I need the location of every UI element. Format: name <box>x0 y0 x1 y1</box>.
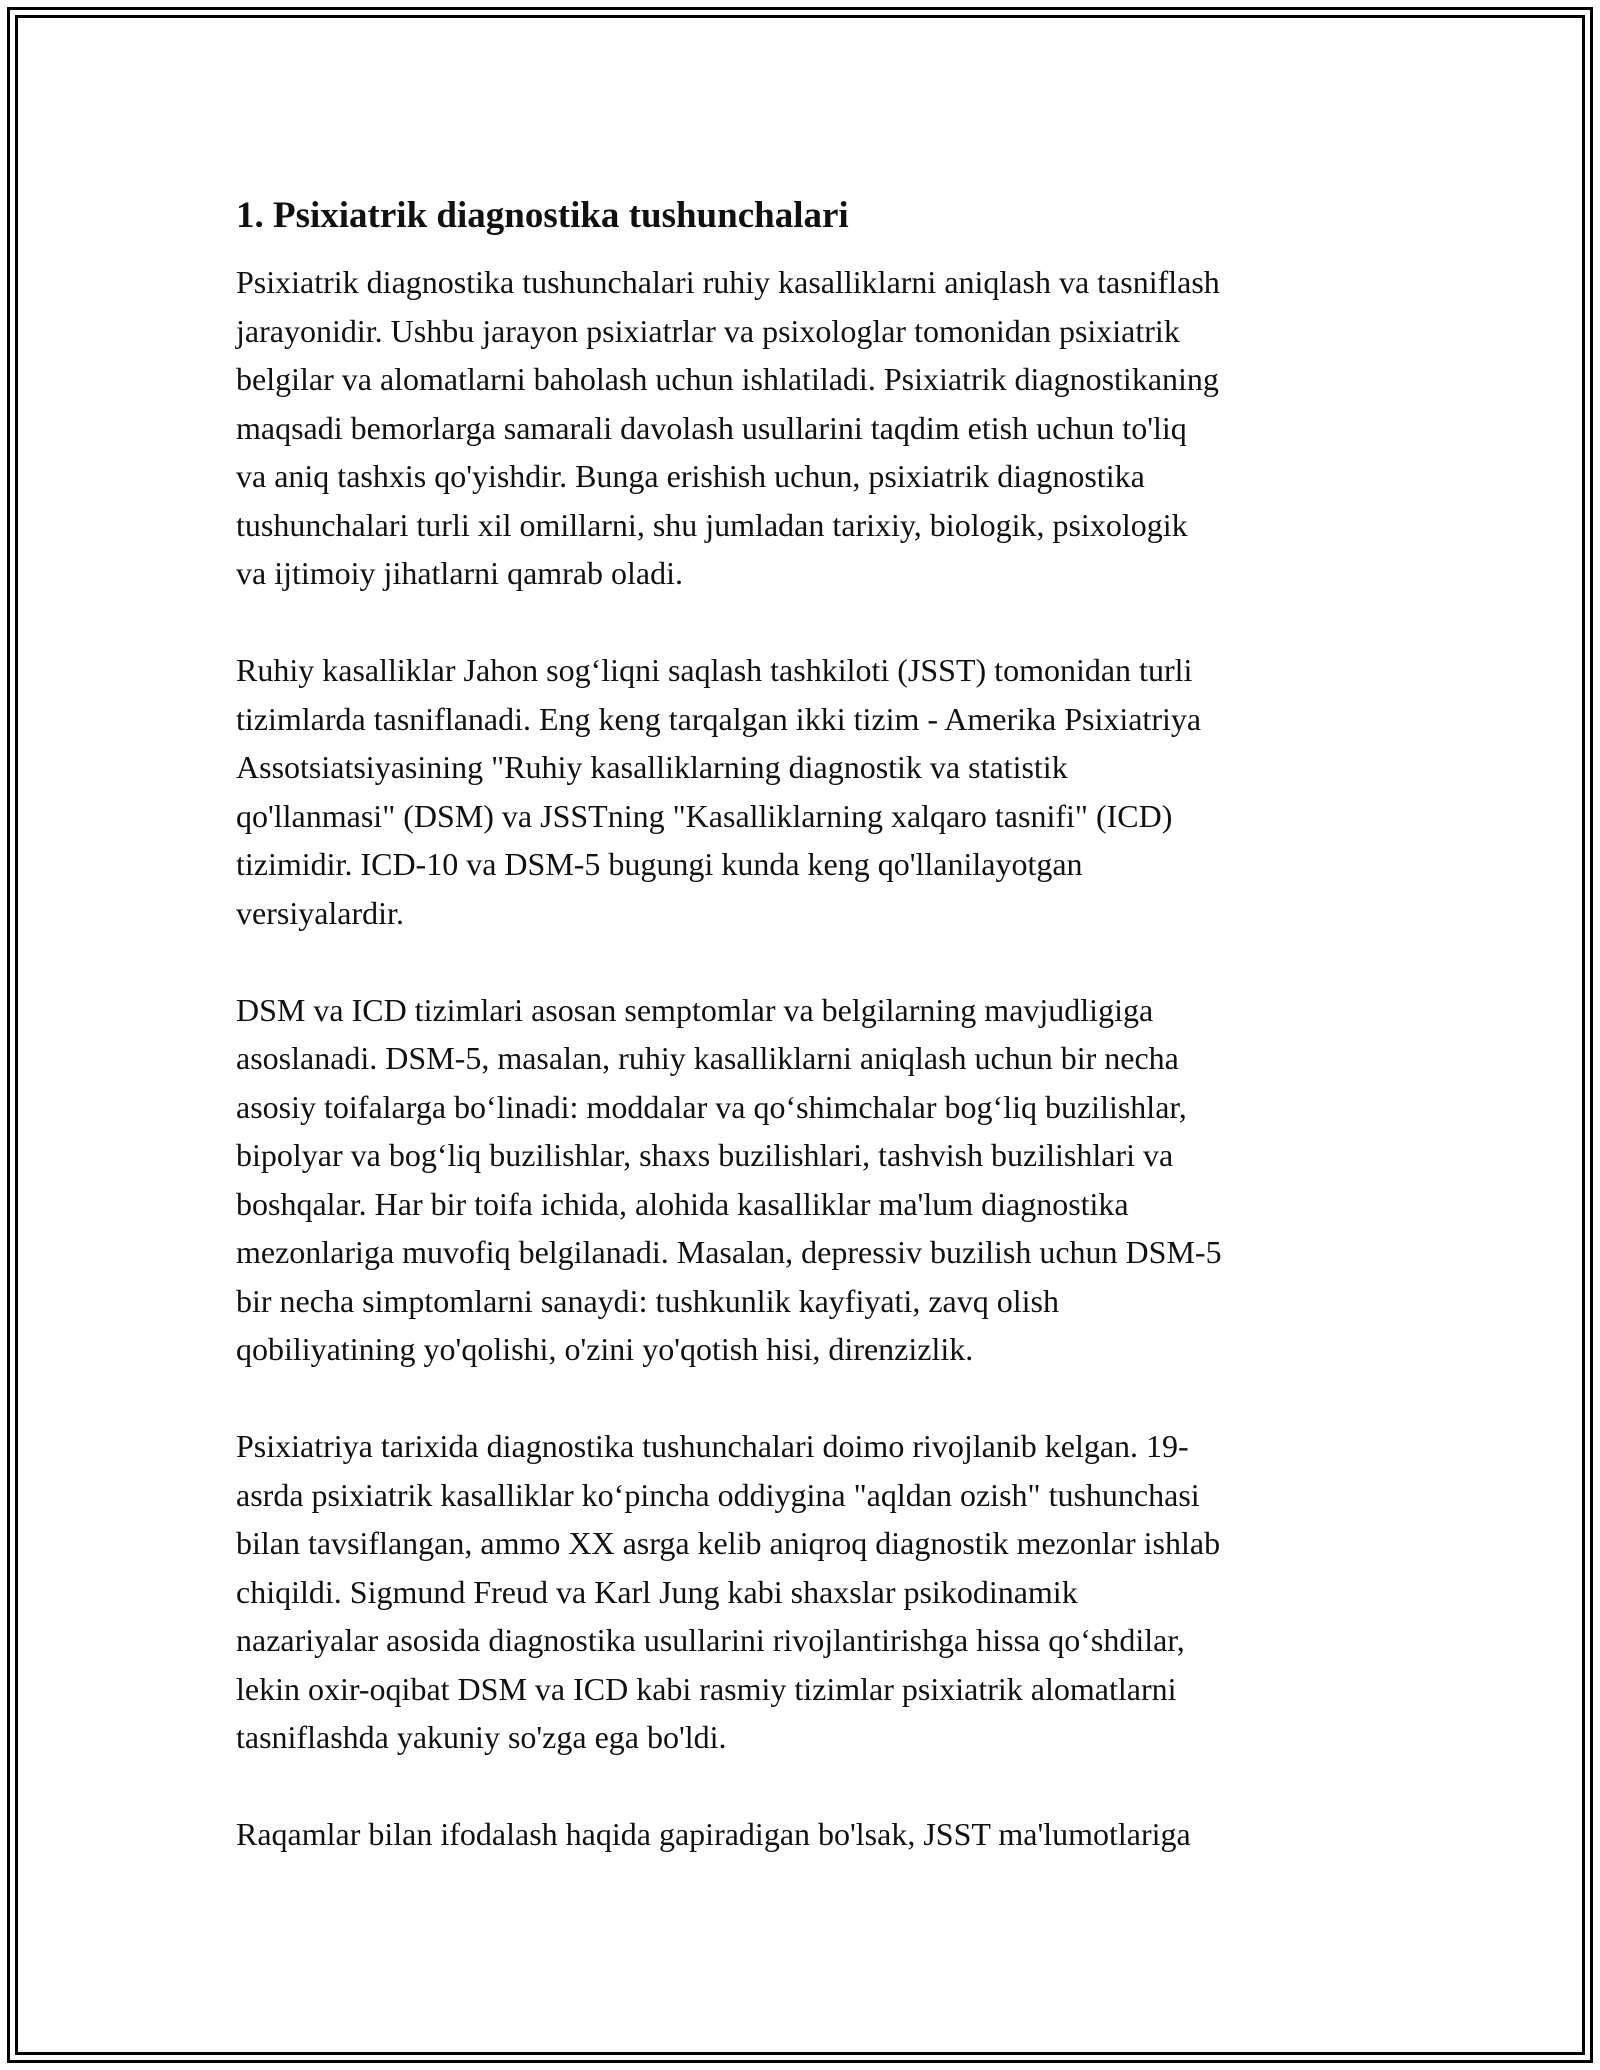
paragraph-4 <box>236 1422 1370 1762</box>
paragraph-line: Ruhiy kasalliklar Jahon sog‘liqni saqlash tashkiloti (JSST) tomonidan turli <box>236 652 1193 688</box>
paragraph-line: asoslanadi. DSM-5, masalan, ruhiy kasalliklarni aniqlash uchun bir necha <box>236 1040 1179 1076</box>
paragraph-line: maqsadi bemorlarga samarali davolash usullarini taqdim etish uchun to'liq <box>236 409 1187 446</box>
paragraph-line: DSM va ICD tizimlari asosan semptomlar va belgilarning mavjudligiga <box>236 991 1154 1028</box>
paragraph-line: mezonlariga muvofiq belgilanadi. Masalan, depressiv buzilish uchun DSM-5 <box>236 1234 1222 1270</box>
paragraph-line: va ijtimoiy jihatlarni qamrab oladi. <box>236 555 683 591</box>
paragraph-line: qo'llanmasi" (DSM) va JSSTning "Kasalliklarning xalqaro tasnifi" (ICD) <box>236 797 1173 834</box>
paragraph-1 <box>236 258 1370 598</box>
paragraph-line: tizimidir. ICD-10 va DSM-5 bugungi kunda keng qo'llanilayotgan <box>236 846 1083 882</box>
document-body <box>236 188 1370 1907</box>
paragraph-line: versiyalardir. <box>236 894 404 931</box>
paragraph-line: lekin oxir-oqibat DSM va ICD kabi rasmiy tizimlar psixiatrik alomatlarni <box>236 1670 1177 1707</box>
paragraph-line: boshqalar. Har bir toifa ichida, alohida kasalliklar ma'lum diagnostika <box>236 1185 1129 1222</box>
paragraph-3 <box>236 986 1370 1374</box>
paragraph-line: tasniflashda yakuniy so'zga ega bo'ldi. <box>236 1719 727 1755</box>
paragraph-line: Psixiatrik diagnostika tushunchalari ruhiy kasalliklarni aniqlash va tasniflash <box>236 264 1220 300</box>
paragraph-5 <box>236 1810 1370 1859</box>
paragraph-line: asosiy toifalarga bo‘linadi: moddalar va qo‘shimchalar bog‘liq buzilishlar, <box>236 1088 1187 1125</box>
paragraph-line: chiqildi. Sigmund Freud va Karl Jung kabi shaxslar psikodinamik <box>236 1573 1078 1610</box>
paragraph-line: va aniq tashxis qo'yishdir. Bunga erishish uchun, psixiatrik diagnostika <box>236 458 1145 494</box>
section-heading: 1. Psixiatrik diagnostika tushunchalari <box>236 195 849 236</box>
paragraph-line: tushunchalari turli xil omillarni, shu jumladan tarixiy, biologik, psixologik <box>236 506 1188 543</box>
paragraph-line: nazariyalar asosida diagnostika usullarini rivojlantirishga hissa qo‘shdilar, <box>236 1622 1185 1658</box>
paragraph-line: belgilar va alomatlarni baholash uchun ishlatiladi. Psixiatrik diagnostikaning <box>236 361 1219 397</box>
paragraph-line: jarayonidir. Ushbu jarayon psixiatrlar va psixologlar tomonidan psixiatrik <box>236 312 1180 349</box>
paragraph-line: bilan tavsiflangan, ammo XX asrga kelib aniqroq diagnostik mezonlar ishlab <box>236 1525 1221 1561</box>
paragraph-line: asrda psixiatrik kasalliklar ko‘pincha oddiygina "aqldan ozish" tushunchasi <box>236 1476 1200 1513</box>
paragraph-2 <box>236 646 1370 937</box>
paragraph-line: Raqamlar bilan ifodalash haqida gapiradigan bo'lsak, JSST ma'lumotlariga <box>236 1816 1191 1852</box>
paragraph-line: tizimlarda tasniflanadi. Eng keng tarqalgan ikki tizim - Amerika Psixiatriya <box>236 700 1202 737</box>
paragraph-line: Psixiatriya tarixida diagnostika tushunchalari doimo rivojlanib kelgan. 19- <box>236 1428 1189 1464</box>
paragraph-line: Assotsiatsiyasining "Ruhiy kasalliklarning diagnostik va statistik <box>236 749 1068 785</box>
paragraph-line: bir necha simptomlarni sanaydi: tushkunlik kayfiyati, zavq olish <box>236 1282 1059 1319</box>
paragraph-line: qobiliyatining yo'qolishi, o'zini yo'qotish hisi, direnzizlik. <box>236 1331 974 1367</box>
paragraph-line: bipolyar va bog‘liq buzilishlar, shaxs buzilishlari, tashvish buzilishlari va <box>236 1137 1174 1173</box>
